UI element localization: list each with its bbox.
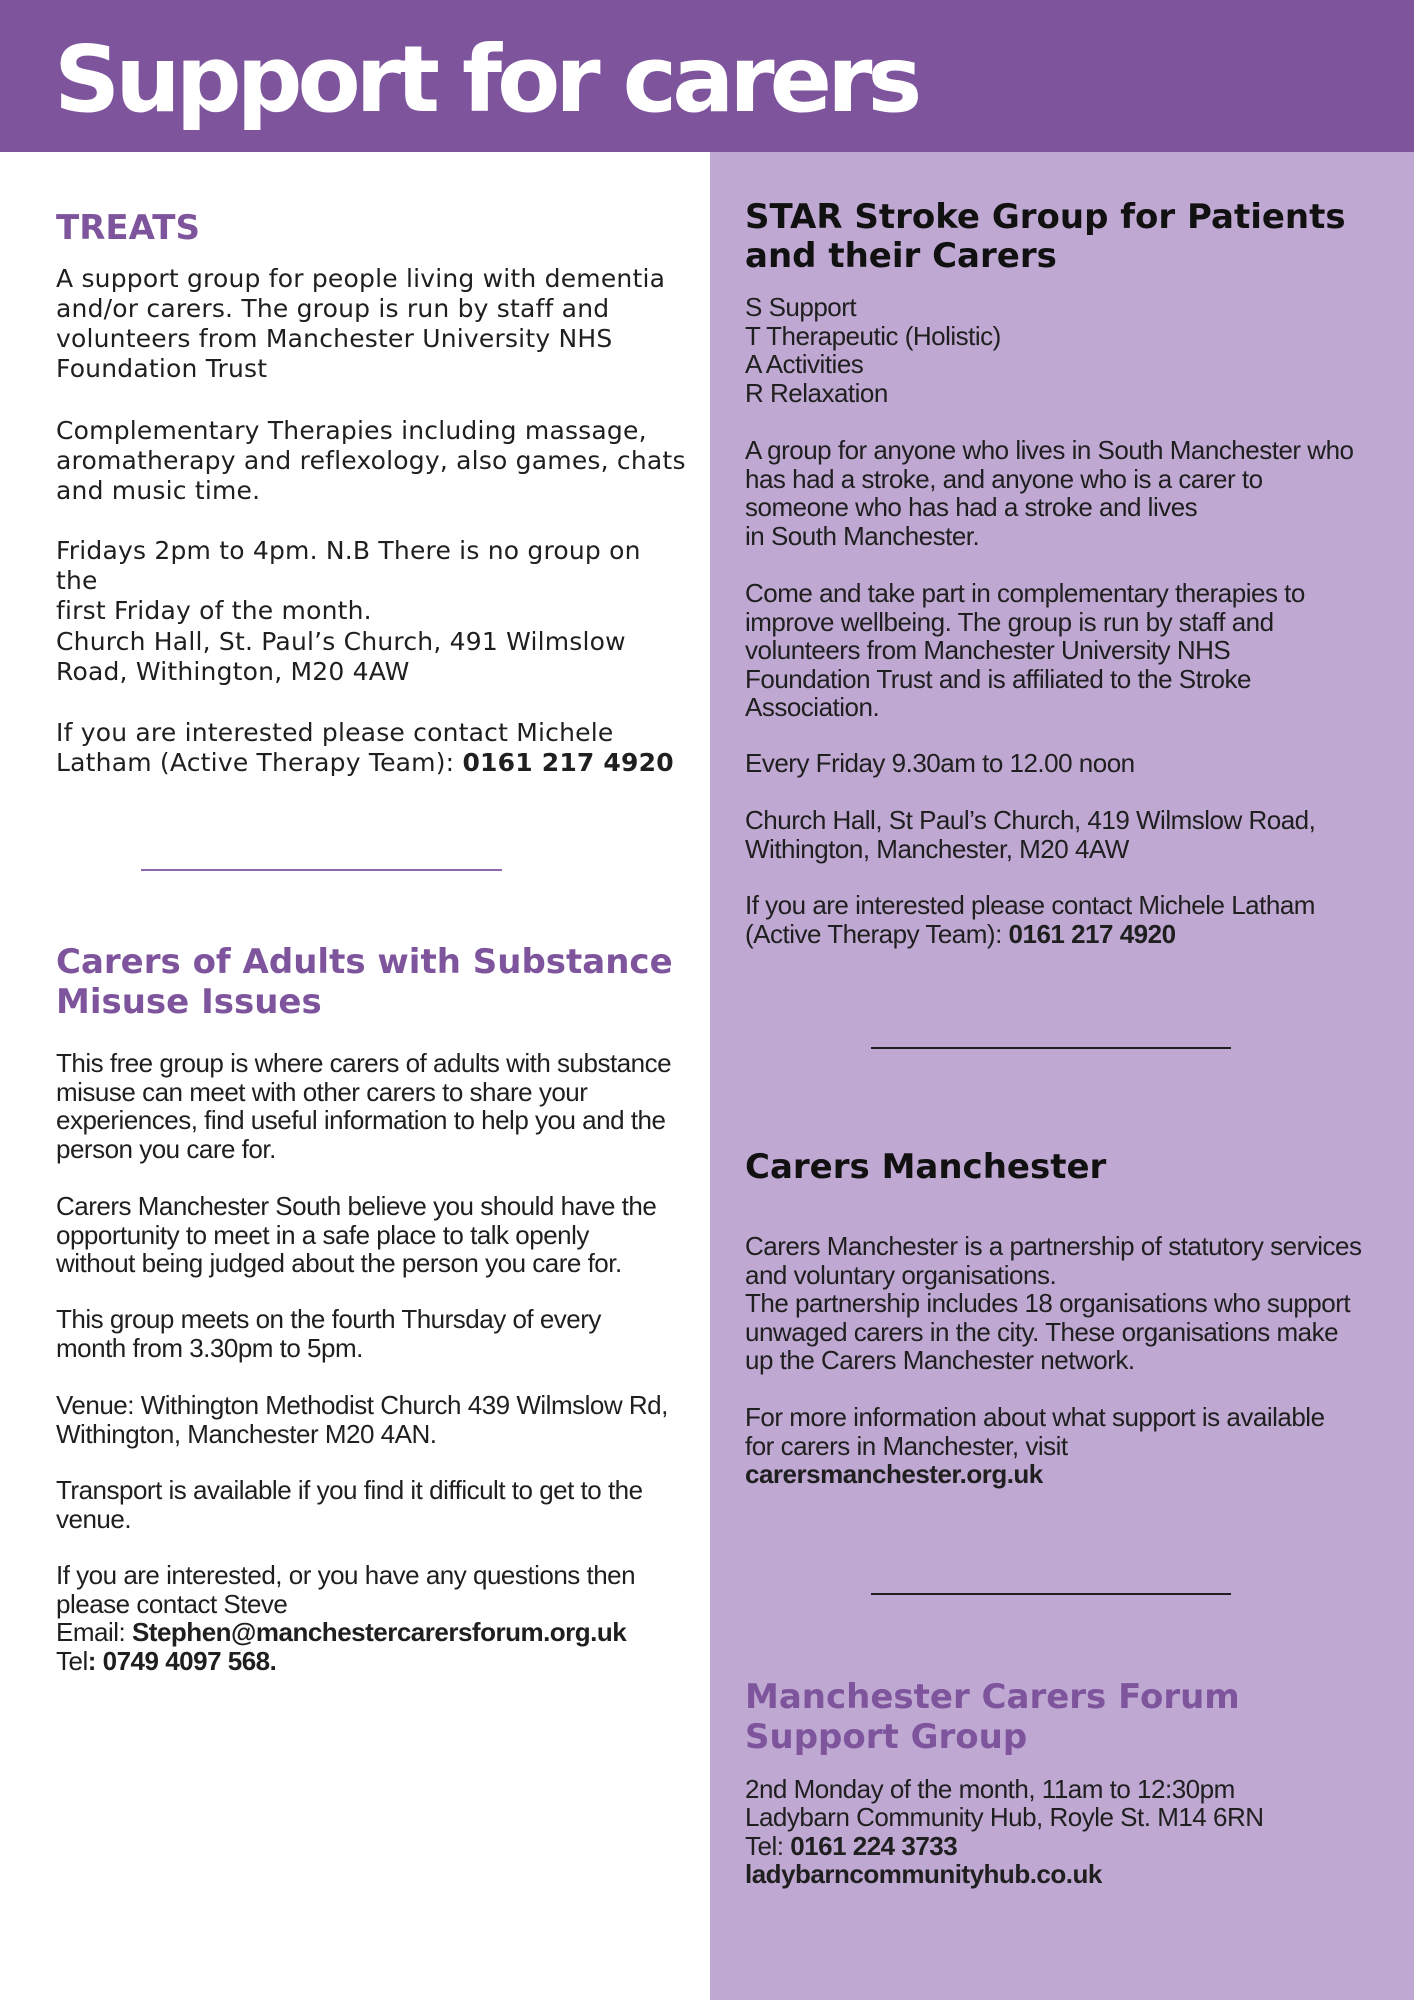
- star-heading: STAR Stroke Group for Patients and their Carers: [745, 197, 1346, 276]
- substance-tel[interactable]: : 0749 4097 568.: [87, 1646, 277, 1676]
- substance-venue: Venue: Withington Methodist Church 439 Wilmslow Rd, Withington, Manchester M20 4AN.: [56, 1390, 668, 1449]
- treats-contact: [56, 718, 686, 778]
- substance-email-link[interactable]: Stephen@manchestercarersforum.org.uk: [131, 1617, 627, 1647]
- substance-schedule: This group meets on the fourth Thursday of every month from 3.30pm to 5pm.: [56, 1304, 601, 1363]
- star-times: Every Friday 9.30am to 12.00 noon: [745, 748, 1135, 778]
- substance-belief: Carers Manchester South believe you should have the opportunity to meet in a safe place to talk openly without being judged about the person you care for.: [56, 1191, 657, 1278]
- carers-manchester-description: Carers Manchester is a partnership of statutory services and voluntary organisations. The partnership includes 18 organisations who support unwaged carers in the city. These organisations make up the Carers Manchester network.: [745, 1231, 1362, 1375]
- treats-therapies: Complementary Therapies including massage, aromatherapy and reflexology, also games, chats and music time.: [56, 416, 686, 505]
- forum-tel-line: [745, 1832, 1385, 1861]
- forum-venue: Ladybarn Community Hub, Royle St. M14 6RN: [745, 1802, 1264, 1832]
- treats-heading: TREATS: [56, 208, 200, 248]
- forum-schedule: 2nd Monday of the month, 11am to 12:30pm: [745, 1774, 1235, 1804]
- treats-venue: Church Hall, St. Paul’s Church, 491 Wilmslow Road, Withington, M20 4AW: [56, 627, 626, 686]
- substance-tel-line: [56, 1647, 696, 1676]
- substance-heading: Carers of Adults with Substance Misuse Issues: [56, 942, 673, 1022]
- star-contact-text: If you are interested please contact Michele Latham (Active Therapy Team):: [745, 890, 1315, 949]
- carers-manchester-website[interactable]: carersmanchester.org.uk: [745, 1459, 1043, 1489]
- substance-transport: Transport is available if you find it difficult to get to the venue.: [56, 1475, 643, 1534]
- carers-manchester-info: For more information about what support is available for carers in Manchester, visit: [745, 1402, 1325, 1461]
- substance-description: This free group is where carers of adults with substance misuse can meet with other carers to share your experiences, find useful information to help you and the person you care for.: [56, 1048, 672, 1164]
- star-acronym: S Support T Therapeutic (Holistic) A Activities R Relaxation: [745, 292, 1001, 408]
- forum-tel[interactable]: 0161 224 3733: [790, 1831, 958, 1861]
- carers-manchester-heading: Carers Manchester: [745, 1147, 1107, 1187]
- page-title: Support for carers: [54, 26, 918, 133]
- tel-label: Tel: [56, 1646, 88, 1676]
- treats-contact-phone[interactable]: 0161 217 4920: [462, 748, 674, 777]
- forum-heading: Manchester Carers Forum Support Group: [745, 1677, 1240, 1757]
- treats-description: A support group for people living with dementia and/or carers. The group is run by staff and volunteers from Manchester University NHS Foundation Trust: [56, 264, 666, 383]
- email-label: Email:: [56, 1617, 132, 1647]
- star-therapies: Come and take part in complementary therapies to improve wellbeing. The group is run by staff and volunteers from Manchester University NHS Foundation Trust and is affiliated to the Stroke Association.: [745, 578, 1305, 722]
- star-contact-phone[interactable]: 0161 217 4920: [1008, 918, 1176, 949]
- title-banner: [0, 0, 1414, 152]
- divider: [871, 1047, 1231, 1049]
- forum-website[interactable]: ladybarncommunityhub.co.uk: [745, 1859, 1102, 1889]
- treats-times: Fridays 2pm to 4pm. N.B There is no group on the first Friday of the month.: [56, 536, 641, 625]
- star-contact: [745, 891, 1385, 948]
- forum-tel-label: Tel:: [745, 1831, 791, 1861]
- substance-contact: If you are interested, or you have any questions then please contact Steve: [56, 1560, 636, 1619]
- divider: [871, 1593, 1231, 1595]
- star-venue: Church Hall, St Paul’s Church, 419 Wilmslow Road, Withington, Manchester, M20 4AW: [745, 805, 1316, 864]
- divider: [141, 869, 502, 871]
- star-description: A group for anyone who lives in South Manchester who has had a stroke, and anyone who is a carer to someone who has had a stroke and lives in South Manchester.: [745, 435, 1354, 551]
- substance-email-line: [56, 1618, 696, 1647]
- treats-contact-text: If you are interested please contact Michele Latham (Active Therapy Team):: [56, 718, 614, 777]
